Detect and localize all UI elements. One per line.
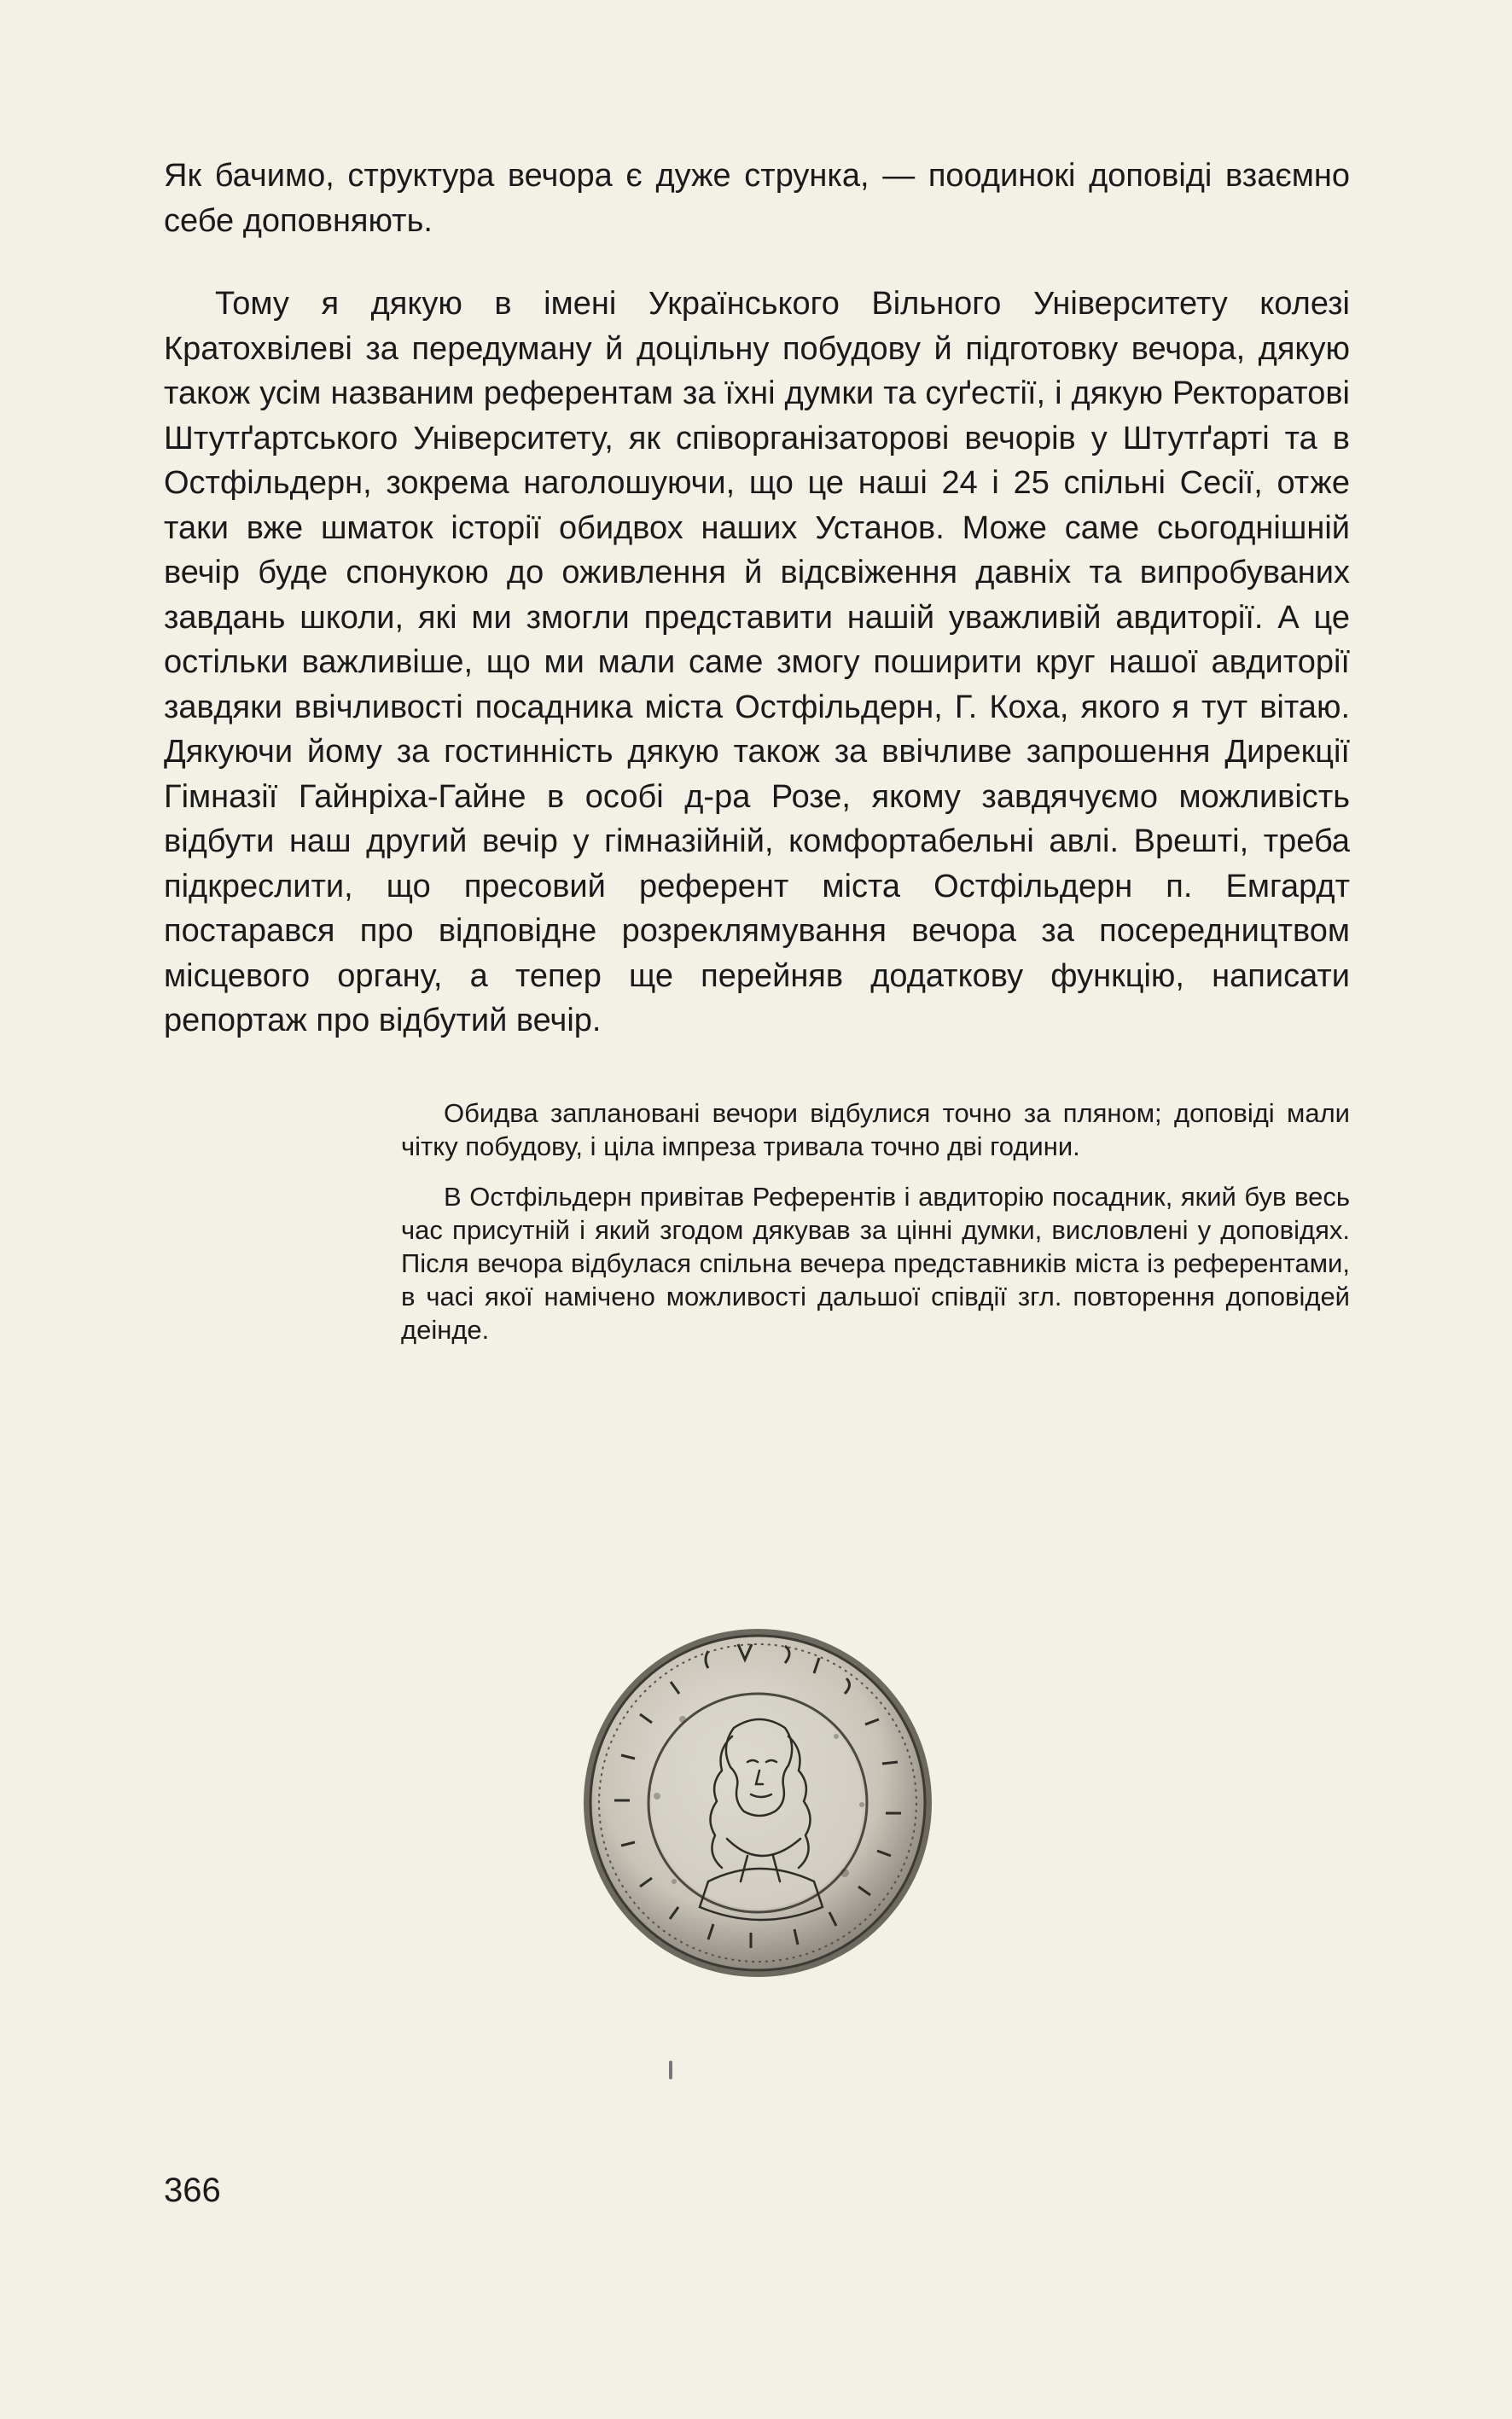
print-speck <box>669 2061 672 2079</box>
note-paragraph-1: Обидва заплановані вечори відбулися точно за пляном; доповіді мали чітку побудову, і ціла імпреза тривала точно дві години. <box>401 1098 1350 1161</box>
page-number: 366 <box>164 2172 221 2209</box>
coin-illustration <box>580 1625 935 1980</box>
body-paragraph-1: Як бачимо, структура вечора є дуже струнка, — поодинокі доповіді взаємно себе доповняють. <box>164 158 1350 239</box>
body-paragraph-2: Тому я дякую в імені Українського Вільного Університету колезі Кратохвілеві за передуману й доцільну побудову й підготовку вечора, дякую також усім названим референтам за їхні думки та суґестії, і дякую Ректоратові Штутґартського Університету, як співорганізаторові вечорів у Штутґарті та в Остфільдерн, зокрема наголошуючи, що це наші 24 і 25 спільні Сесії, отже таки вже шматок історії обидвох наших Установ. Може саме сьогоднішній вечір буде спонукою до оживлення й відсвіження давніх та випробуваних завдань школи, які ми змогли представити нашій уважливій авдиторії. А це остільки важливіше, що ми мали саме змогу поширити круг нашої авдиторії завдяки ввічливості посадника міста Остфільдерн, Г. Коха, якого я тут вітаю. Дякуючи йому за гостинність дякую також за ввічливе запрошення Дирекції Гімназії Гайнріха-Гайне в особі д-ра Розе, якому завдячуємо можливість відбути наш другий вечір у гімназійній, комфортабельні авлі. Врешті, треба підкреслити, що пресовий референт міста Остфільдерн п. Емгардт постарався про відповідне розреклямування вечора за посередництвом місцевого органу, а тепер ще перейняв додаткову функцію, написати репортаж про відбутий вечір. <box>164 286 1350 1038</box>
note-paragraph-2: В Остфільдерн привітав Референтів і авдиторію посадник, який був весь час присутній і який згодом дякував за цінні думки, висловлені у доповідях. Після вечора відбулася спільна вечера представників міста із референтами, в часі якої намічено можливості дальшої співдії згл. повторення доповідей деінде. <box>401 1182 1350 1345</box>
